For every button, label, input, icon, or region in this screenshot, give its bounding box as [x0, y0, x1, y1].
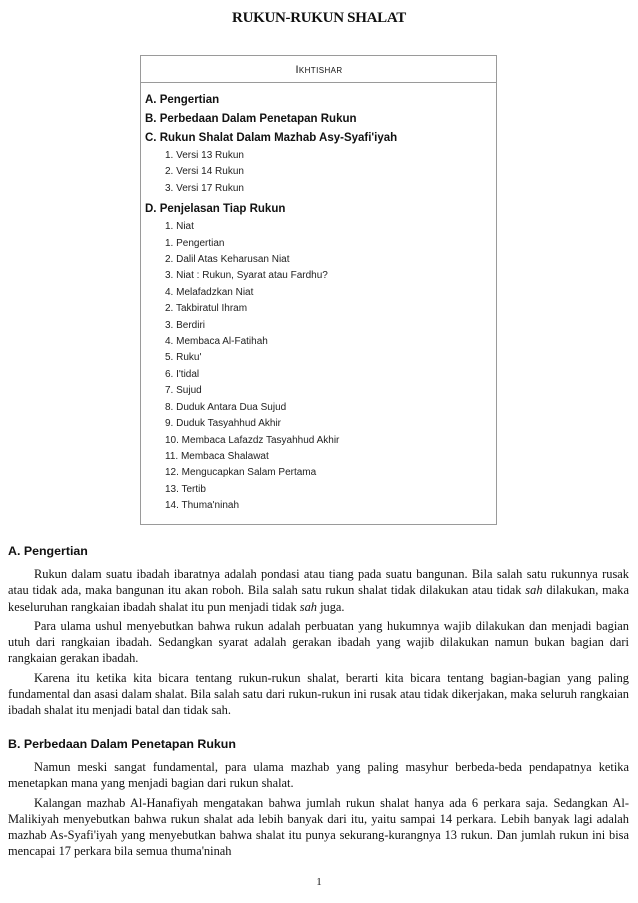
- paragraph: Rukun dalam suatu ibadah ibaratnya adalah pondasi atau tiang pada suatu bangunan. Bila salah satu rukunnya rusak atau tidak ada, maka bangunan itu akan roboh. Bila salah satu rukun shalat tidak dilakukan atau tidak sah dilakukan, maka keseluruhan rangkaian ibadah shalat itu pun menjadi tidak sah juga.: [8, 567, 629, 614]
- section-heading: A. Pengertian: [8, 544, 88, 558]
- toc-item[interactable]: 6. I'tidal: [165, 368, 200, 380]
- section-a: [8, 543, 629, 719]
- section-heading: B. Perbedaan Dalam Penetapan Rukun: [8, 737, 236, 751]
- toc-header: Ikhtishar: [141, 56, 496, 83]
- toc-box: [140, 55, 497, 525]
- toc-section-d[interactable]: D. Penjelasan Tiap Rukun: [145, 203, 286, 216]
- toc-item[interactable]: 12. Mengucapkan Salam Pertama: [165, 467, 317, 479]
- toc-item[interactable]: 11. Membaca Shalawat: [165, 450, 269, 462]
- toc-item[interactable]: 3. Berdiri: [165, 319, 206, 331]
- toc-item[interactable]: 10. Membaca Lafazdz Tasyahhud Akhir: [165, 434, 340, 446]
- toc-item[interactable]: 13. Tertib: [165, 483, 206, 495]
- toc-item[interactable]: 1. Pengertian: [165, 237, 225, 249]
- page-number: 1: [316, 876, 322, 888]
- paragraph: Para ulama ushul menyebutkan bahwa rukun adalah perbuatan yang hukumnya wajib dilakukan dan menjadi bagian utuh dari rangkaian ibadah. Sedangkan syarat adalah gerakan ibadah yang wajib dilakukan namun bukan bagian dari rangkaian gerakan ibadah.: [8, 618, 629, 666]
- toc-item[interactable]: 1. Niat: [165, 221, 194, 233]
- toc-item[interactable]: 2. Versi 14 Rukun: [165, 166, 244, 178]
- toc-item[interactable]: 3. Niat : Rukun, Syarat atau Fardhu?: [165, 270, 328, 282]
- toc-item[interactable]: 2. Dalil Atas Keharusan Niat: [165, 254, 290, 266]
- section-b: [8, 736, 629, 860]
- toc-section-a[interactable]: A. Pengertian: [145, 94, 220, 106]
- toc-item[interactable]: 4. Melafadzkan Niat: [165, 286, 254, 298]
- toc-section-c[interactable]: C. Rukun Shalat Dalam Mazhab Asy-Syafi'iyah: [145, 132, 398, 144]
- toc-item[interactable]: 7. Sujud: [165, 385, 202, 397]
- toc-item[interactable]: 4. Membaca Al-Fatihah: [165, 336, 268, 348]
- toc-item[interactable]: 1. Versi 13 Rukun: [165, 150, 244, 161]
- toc-list: [141, 83, 496, 515]
- document-title: RUKUN-RUKUN SHALAT: [232, 10, 406, 26]
- toc-item[interactable]: 8. Duduk Antara Dua Sujud: [165, 401, 287, 413]
- toc-item[interactable]: 3. Versi 17 Rukun: [165, 182, 244, 194]
- toc-section-b[interactable]: B. Perbedaan Dalam Penetapan Rukun: [145, 113, 357, 125]
- toc-item[interactable]: 2. Takbiratul Ihram: [165, 303, 248, 315]
- paragraph: Karena itu ketika kita bicara tentang rukun-rukun shalat, berarti kita bicara tentang bagian-bagian yang paling fundamental dan asasi dalam shalat. Bila salah satu dari rukun-rukun ini rusak atau tidak dikerjakan, maka seluruh rangkaian ibadah shalat itu menjadi batal dan tidak sah.: [8, 670, 629, 718]
- toc-item[interactable]: 5. Ruku': [165, 352, 202, 364]
- paragraph: Namun meski sangat fundamental, para ulama mazhab yang paling masyhur berbeda-beda pendapatnya ketika menetapkan mana yang menjadi bagian dari rukun shalat.: [8, 760, 629, 791]
- paragraph: Kalangan mazhab Al-Hanafiyah mengatakan bahwa jumlah rukun shalat hanya ada 6 perkara saja. Sedangkan Al-Malikiyah menyebutkan bahwa rukun shalat ada lebih banyak dari itu, yaitu sampai 14 perkara. Lebih banyak lagi adalah mazhab As-Syafi'iyah yang menyebutkan bahwa shalat itu punya sekurang-kurangnya 13 rukun. Dan jumlah rukun ini bisa mencapai 17 perkara bila semua thuma'ninah: [8, 795, 629, 859]
- toc-item[interactable]: 14. Thuma'ninah: [165, 500, 239, 512]
- toc-item[interactable]: 9. Duduk Tasyahhud Akhir: [165, 418, 282, 430]
